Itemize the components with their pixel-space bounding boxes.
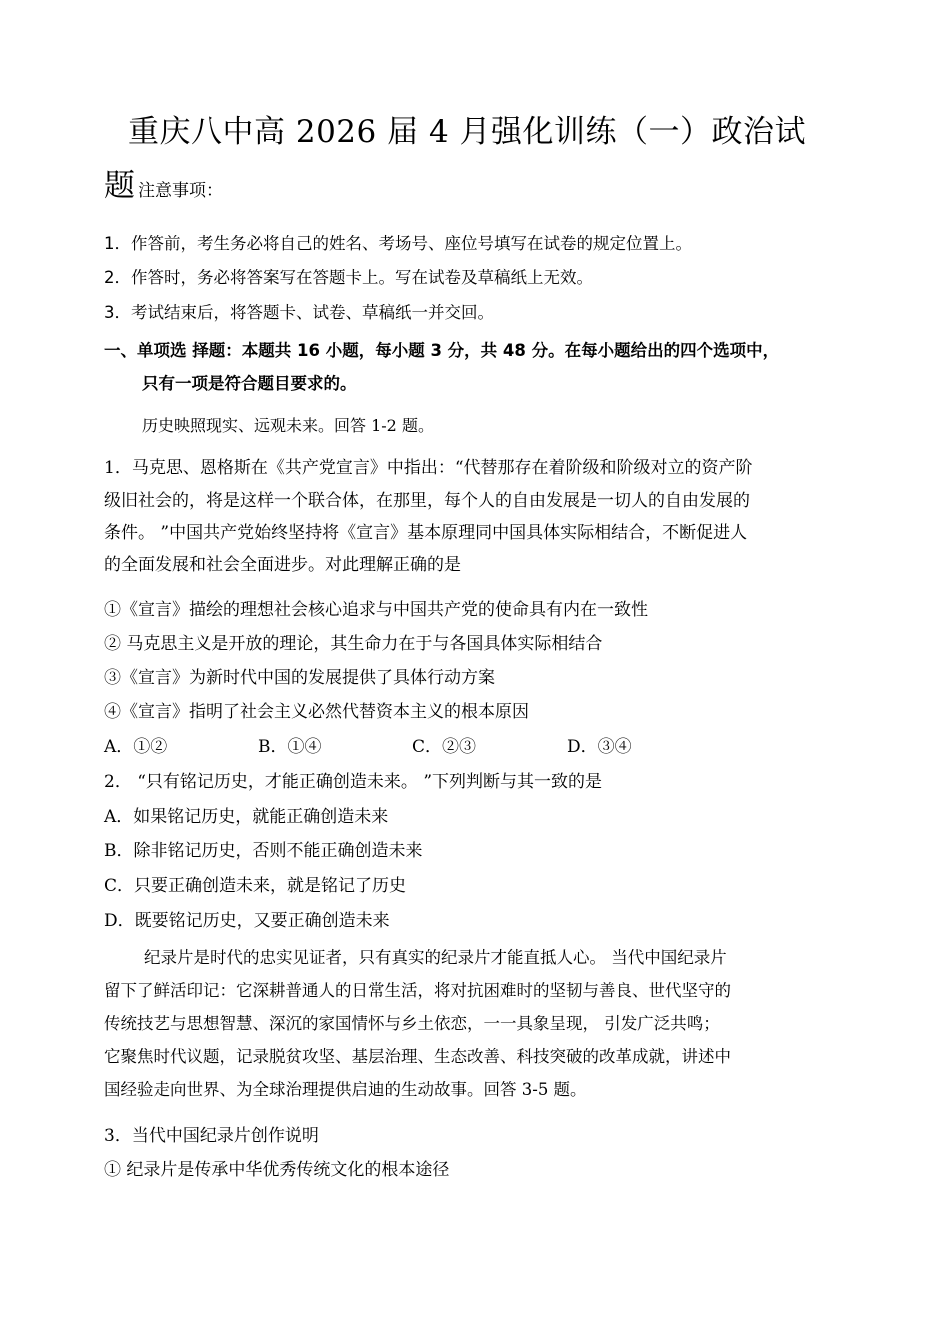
- q1-stem-line4: 的全面发展和社会全面进步。对此理解正确的是: [104, 555, 461, 575]
- intro-3-5-line2: 留下了鲜活印记：它深耕普通人的日常生活，将对抗困难时的坚韧与善良、世代坚守的: [104, 981, 731, 1000]
- notice-item-1: 1．作答前，考生务必将自己的姓名、考场号、座位号填写在试卷的规定位置上。: [104, 234, 692, 253]
- q1-option-a: A．①②: [104, 737, 168, 757]
- intro-3-5-line1: 纪录片是时代的忠实见证者，只有真实的纪录片才能直抵人心。 当代中国纪录片: [144, 948, 727, 967]
- notice-item-3: 3．考试结束后，将答题卡、试卷、草稿纸一并交回。: [104, 303, 494, 322]
- q2-stem: 2． “只有铭记历史，才能正确创造未来。 ”下列判断与其一致的是: [104, 772, 603, 792]
- q2-option-d: D．既要铭记历史，又要正确创造未来: [104, 911, 390, 931]
- q1-stem-line1: 1．马克思、恩格斯在《共产党宣言》中指出：“代替那存在着阶级和阶级对立的资产阶: [104, 458, 753, 478]
- q2-option-c: C．只要正确创造未来，就是铭记了历史: [104, 876, 407, 896]
- q2-option-a: A．如果铭记历史，就能正确创造未来: [104, 807, 389, 827]
- exam-title-line2: 题: [104, 168, 135, 204]
- intro-3-5-line5: 国经验走向世界、为全球治理提供启迪的生动故事。回答 3-5 题。: [104, 1080, 587, 1099]
- q2-option-b: B．除非铭记历史，否则不能正确创造未来: [104, 841, 423, 861]
- q1-stem-line3: 条件。 ”中国共产党始终坚持将《宣言》基本原理同中国具体实际相结合，不断促进人: [104, 523, 748, 543]
- section-heading-line1: 一、单项选 择题：本题共 16 小题，每小题 3 分，共 48 分。在每小题给出的四个选项中，: [104, 341, 780, 360]
- intro-1-2: 历史映照现实、远观未来。回答 1-2 题。: [142, 416, 434, 435]
- q1-statement-2: ② 马克思主义是开放的理论，其生命力在于与各国具体实际相结合: [104, 634, 603, 654]
- q1-option-c: C．②③: [412, 737, 477, 757]
- notice-item-2: 2．作答时，务必将答案写在答题卡上。写在试卷及草稿纸上无效。: [104, 268, 593, 287]
- q1-statement-1: ①《宣言》描绘的理想社会核心追求与中国共产党的使命具有内在一致性: [104, 600, 648, 620]
- q3-stem: 3．当代中国纪录片创作说明: [104, 1126, 319, 1146]
- q3-statement-1: ① 纪录片是传承中华优秀传统文化的根本途径: [104, 1160, 450, 1180]
- q1-option-b: B．①④: [258, 737, 322, 757]
- intro-3-5-line3: 传统技艺与思想智慧、深沉的家国情怀与乡土依恋，一一具象呈现， 引发广泛共鸣；: [104, 1014, 720, 1033]
- q1-stem-line2: 级旧社会的，将是这样一个联合体，在那里，每个人的自由发展是一切人的自由发展的: [104, 491, 750, 511]
- q1-statement-4: ④《宣言》指明了社会主义必然代替资本主义的根本原因: [104, 702, 529, 722]
- q1-option-d: D．③④: [567, 737, 632, 757]
- q1-statement-3: ③《宣言》为新时代中国的发展提供了具体行动方案: [104, 668, 495, 688]
- exam-title-line1: 重庆八中高 2026 届 4 月强化训练（一）政治试: [128, 114, 807, 150]
- notice-label: 注意事项：: [138, 181, 223, 201]
- section-heading-line2: 只有一项是符合题目要求的。: [142, 374, 357, 393]
- intro-3-5-line4: 它聚焦时代议题，记录脱贫攻坚、基层治理、生态改善、科技突破的改革成就，讲述中: [104, 1047, 731, 1066]
